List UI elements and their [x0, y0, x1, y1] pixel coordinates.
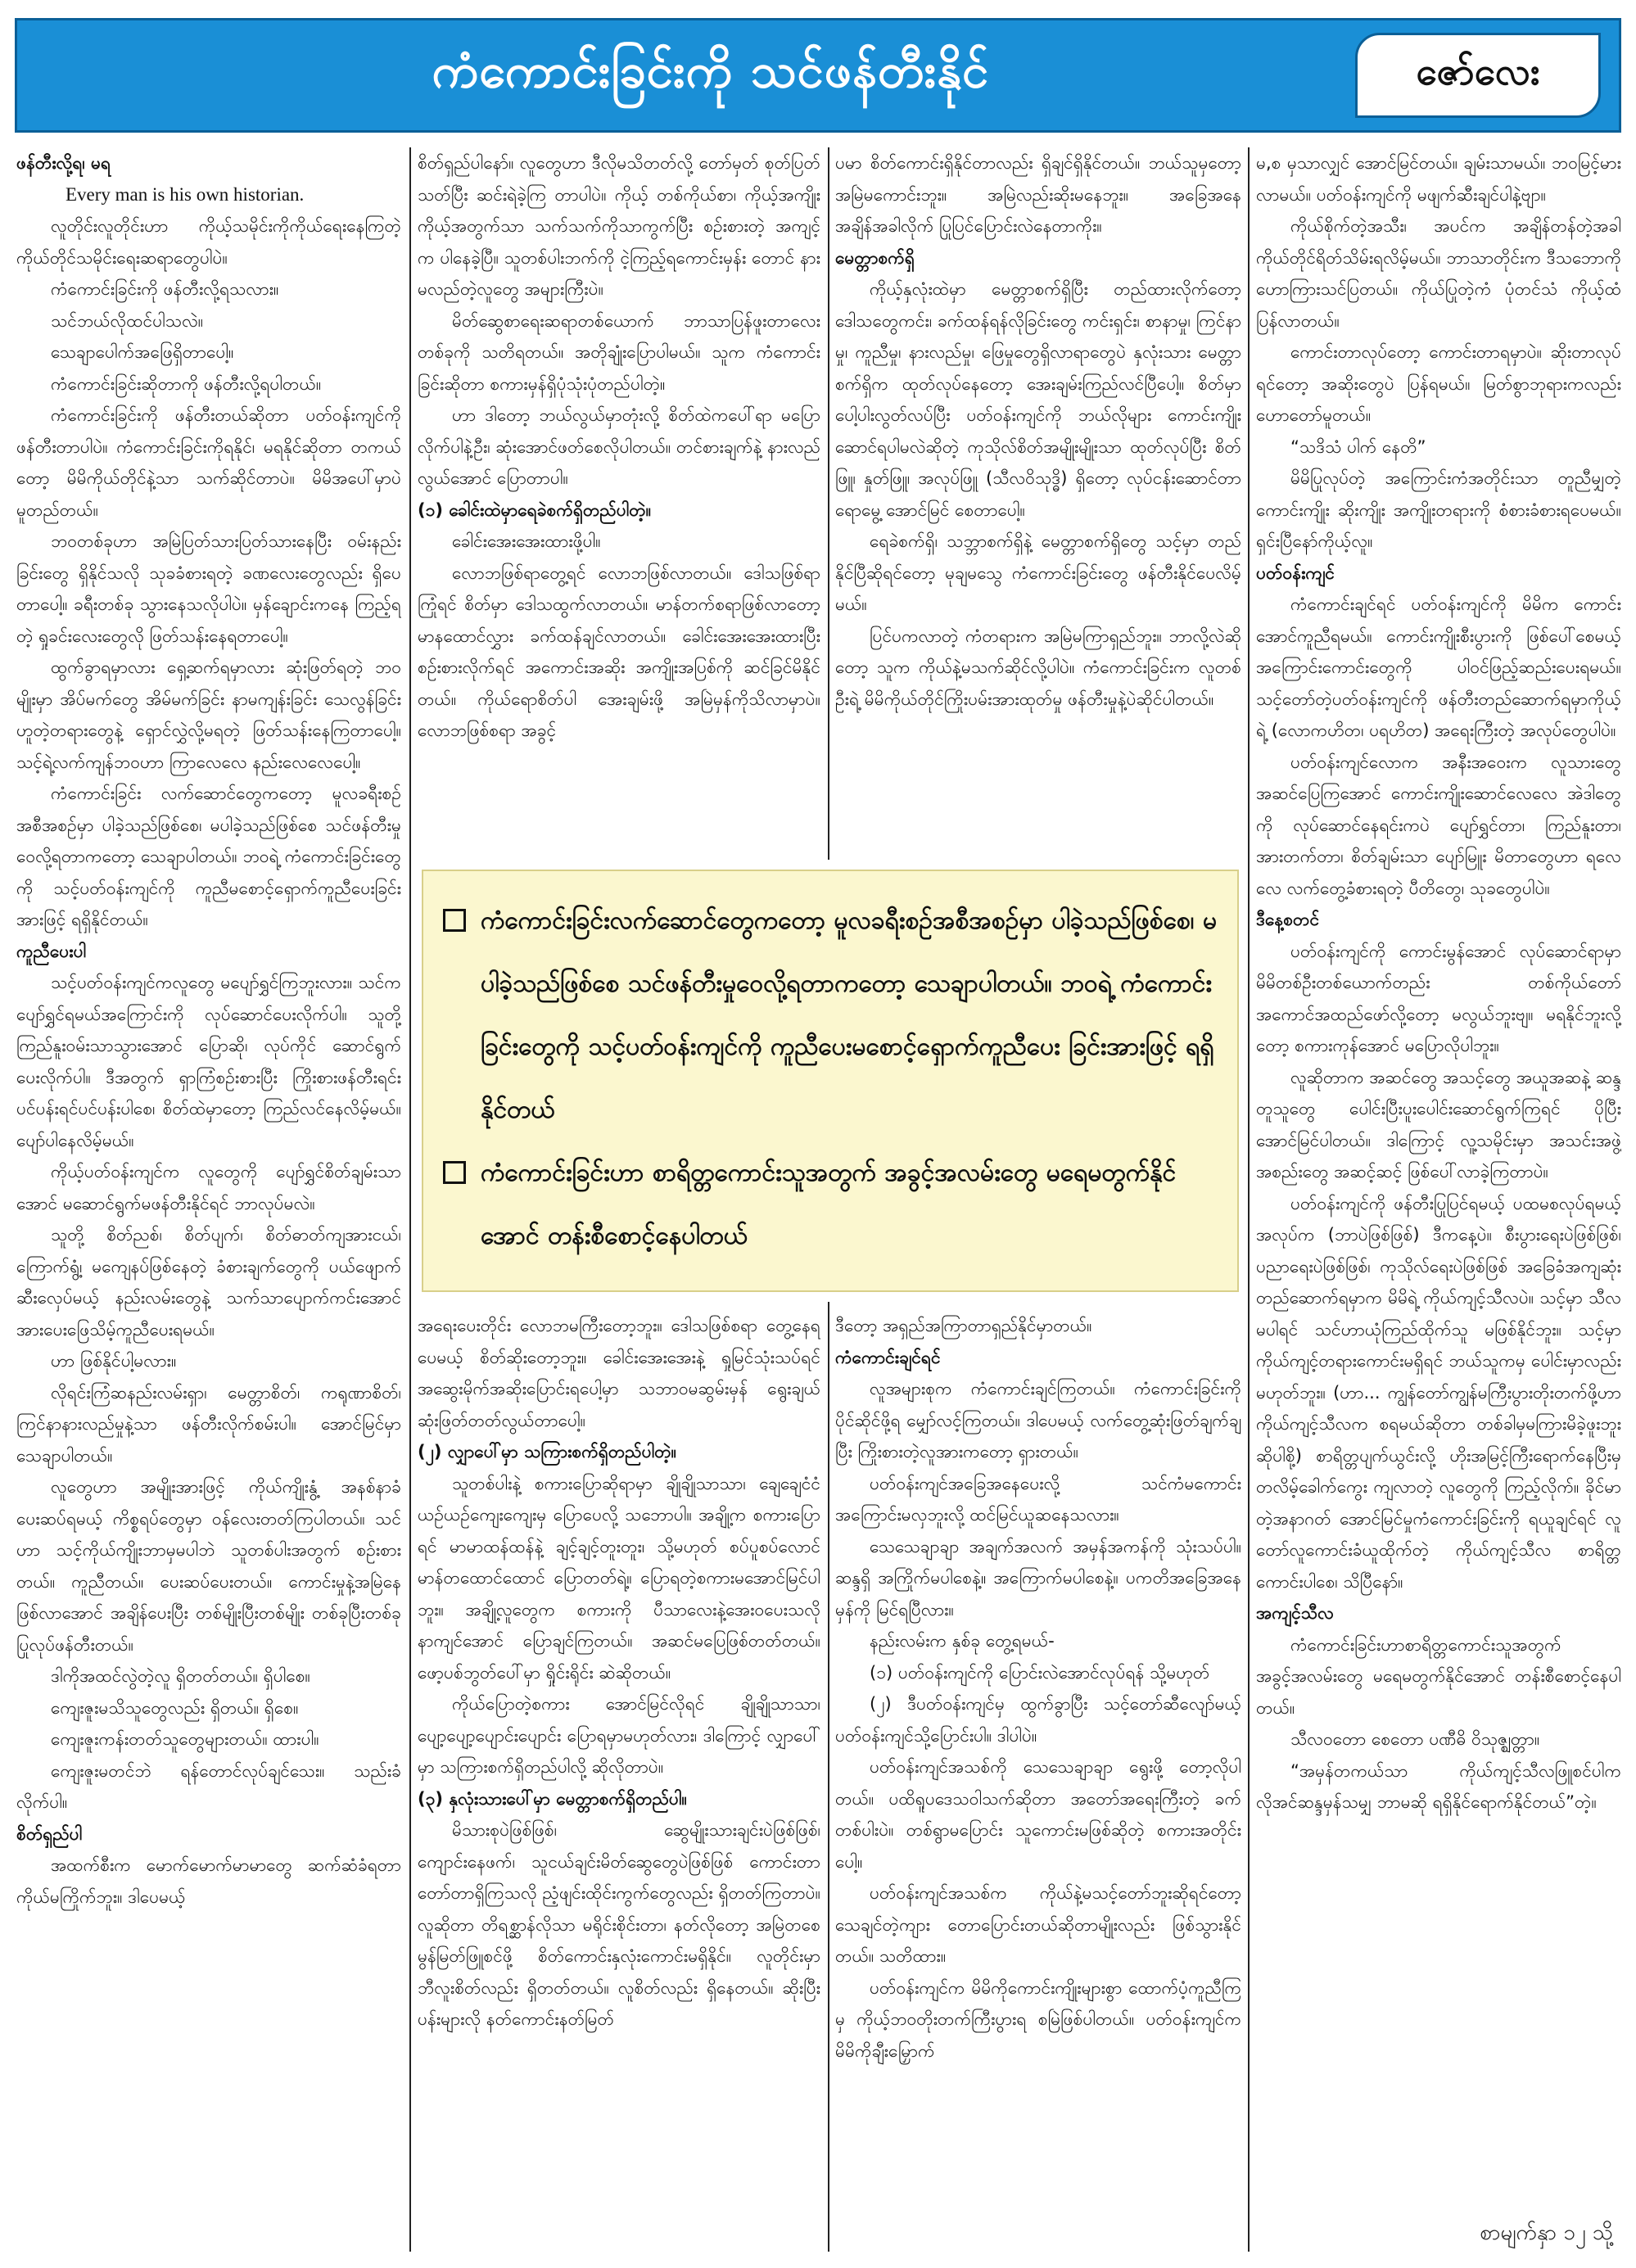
paragraph: ကံကောင်းခြင်းကို ဖန်တီးလို့ရသလား။ — [51, 279, 279, 299]
article-column-2-bottom — [418, 1310, 820, 2252]
section-heading: (၂) လျှာပေါ်မှာ သကြားစက်ရှိတည်ပါတဲ့။ — [418, 1442, 677, 1462]
paragraph: သင်ဘယ်လိုထင်ပါသလဲ။ — [51, 310, 204, 331]
section-heading: ဖန်တီးလို့ရ၊ မရ — [16, 153, 111, 173]
paragraph: ကိုယ်စိုက်တဲ့အသီး၊ အပင်က အချိန်တန်တဲ့အခါ ကိုယ်တိုင်ရိတ်သိမ်းရလိမ့်မယ်။ ဘာသာတိုင်းက ဒီသဘောကို ဟောကြားသင်ပြတယ်။ ကိုယ်ပြုတဲ့ကံ ပုံတင်သံ ကိုယ့်ထံပြန်လာတယ်။ — [1256, 216, 1621, 331]
paragraph: ဟာ ဖြစ်နိုင်ပါ့မလား။ — [51, 1351, 177, 1371]
article-column-3-top — [835, 147, 1241, 868]
article-column-1 — [16, 147, 401, 2252]
section-heading: မေတ္တာစက်ရှိ — [835, 247, 915, 268]
column-divider — [828, 1302, 829, 2252]
paragraph: ကိုယ့်ပတ်ဝန်းကျင်က လူတွေကို ပျော်ရွှင်စိတ်ချမ်းသာအောင် မဆောင်ရွက်မဖန်တီးနိုင်ရင် ဘာလုပ်မလဲ။ — [16, 1162, 401, 1213]
pull-quote-item — [440, 1141, 1218, 1267]
paragraph: ပတ်ဝန်းကျင်အခြေအနေပေးလို့ သင်ကံမကောင်း အကြောင်းမလှဘူးလို့ ထင်မြင်ယူဆနေသလား။ — [835, 1473, 1241, 1525]
paragraph: ကျေးဇူးမသိသူတွေလည်း ရှိတယ်။ ရှိစေ။ — [51, 1697, 299, 1718]
paragraph: စိတ်ရှည်ပါနော်။ လူတွေဟာ ဒီလိုမသိတတ်လို့ တော်မှတ် စုတ်ပြတ်သတ်ပြီး ဆင်းရဲခဲ့ကြ တာပါပဲ။ ကိုယ့် တစ်ကိုယ်စာ၊ ကိုယ့်အကျိုး ကိုယ့်အတွက်သာ သက်သက်ကိုသာကွက်ပြီး စဉ်းစားတဲ့ အကျင့်က ပါနေခဲ့ပြီ။ သူတစ်ပါးဘက်ကို ငဲ့ကြည့်ရကောင်းမှန်း တောင် နားမလည်တဲ့လူတွေ အများကြီးပဲ။ — [418, 153, 820, 299]
section-heading: (၁) ခေါင်းထဲမှာရေခဲစက်ရှိတည်ပါတဲ့။ — [418, 499, 652, 520]
paragraph: ကိုယ့်နှလုံးထဲမှာ မေတ္တာစက်ရှိပြီး တည်ထားလိုက်တော့ ဒေါသတွေကင်း၊ ခက်ထန်ရန်လိုခြင်းတွေ ကင်းရှင်း၊ စာနာမှု၊ ကြင်နာမှု၊ ကူညီမှု၊ နားလည်မှု၊ ဖြေမှုတွေရှိလာရာတွေပဲ နှလုံးသား မေတ္တာစက်ရှိက ထုတ်လုပ်နေတော့ အေးချမ်းကြည်လင်ပြီပေါ့။ စိတ်မှာ ပေါ့ပါးလွတ်လပ်ပြီး ပတ်ဝန်းကျင်ကို ဘယ်လိုများ ကောင်းကျိုးဆောင်ရပါမလဲဆိုတဲ့ ကုသိုလ်စိတ်အမျိုးမျိုးသာ ထုတ်လုပ်ပြီး စိတ်ဖြူ၊ နှုတ်ဖြူ၊ အလုပ်ဖြူ (သီလဝိသုဒ္ဓိ) ရှိတော့ လုပ်ငန်းဆောင်တာရောမွေ့ အောင်မြင် စေတာပေါ့။ — [835, 279, 1241, 520]
continued-on-page-label: စာမျက်နှာ ၁၂ သို့ — [1480, 2221, 1613, 2245]
paragraph: အရေးပေးတိုင်း လောဘမကြီးတော့ဘူး။ ဒေါသဖြစ်စရာ တွေ့နေရပေမယ့် စိတ်ဆိုးတော့ဘူး။ ခေါင်းအေးအေးနဲ့ ရှုမြင်သုံးသပ်ရင် အဆွေးမိုက်အဆိုးပြောင်းရပေါ့မှာ သဘာဝမဆွမ်းမှန် ရွေးချယ်ဆုံးဖြတ်တတ်လွယ်တာပေါ့။ — [418, 1316, 820, 1430]
paragraph: ပတ်ဝန်းကျင်အသစ်က ကိုယ်နဲ့မသင့်တော်ဘူးဆိုရင်တော့ သေချင်တဲ့ကျား တောပြောင်းတယ်ဆိုတာမျိုးလည်း ဖြစ်သွားနိုင်တယ်။ သတိထား။ — [835, 1883, 1241, 1966]
section-heading: ကံကောင်းချင်ရင် — [835, 1347, 941, 1367]
article-column-3-bottom — [835, 1310, 1241, 2252]
quote-line: “သဒိသံ ပါက် နေတိ” — [1290, 436, 1426, 457]
paragraph: ခေါင်းအေးအေးထားဖို့ပါ။ — [452, 531, 601, 551]
title-banner — [15, 18, 1621, 133]
paragraph: အထက်စီးက မောက်မောက်မာမာတွေ ဆက်ဆံခံရတာကိုယ်မကြိုက်ဘူး။ ဒါပေမယ့် — [16, 1855, 401, 1907]
paragraph: ကံကောင်းခြင်းဆိုတာကို ဖန်တီးလို့ရပါတယ်။ — [51, 373, 322, 394]
checkbox-square-icon — [443, 1161, 466, 1184]
article-column-2-top — [418, 147, 820, 868]
pull-quote-box — [422, 870, 1239, 1292]
paragraph: မ,စ မှသာလျှင် အောင်မြင်တယ်။ ချမ်းသာမယ်။ ဘဝမြင့်မားလာမယ်။ ပတ်ဝန်းကျင်ကို မဖျက်ဆီးချင်ပါနဲ့ဗျာ။ — [1256, 153, 1621, 205]
paragraph: ကံကောင်းခြင်းဟာစာရိတ္တကောင်းသူအတွက် အခွင့်အလမ်းတွေ မရေမတွက်နိုင်အောင် တန်းစီစောင့်နေပါတယ်။ — [1256, 1634, 1621, 1718]
paragraph: နည်းလမ်းက နှစ်ခု တွေ့ရမယ်- — [870, 1631, 1055, 1651]
article-column-4 — [1256, 147, 1621, 2194]
paragraph: ပမာ စိတ်ကောင်းရှိနိုင်တာလည်း ရှိချင်ရှိနိုင်တယ်။ ဘယ်သူမှတော့ အမြဲမကောင်းဘူး။ အမြဲလည်းဆိုးမနေဘူး။ အခြေအနေ အချိန်အခါလိုက် ပြုပြင်ပြောင်းလဲနေတာကိုး။ — [835, 153, 1241, 236]
section-heading: စိတ်ရှည်ပါ — [16, 1823, 83, 1844]
paragraph: ဘဝတစ်ခုဟာ အမြဲပြတ်သားပြတ်သားနေပြီး ဝမ်းနည်းခြင်းတွေ ရှိနိုင်သလို သုခခံစားရတဲ့ ခဏလေးတွေလည်း ရှိပေတာပေါ့။ ခရီးတစ်ခု သွားနေသလိုပါပဲ။ မှန်ချောင်းကနေ ကြည့်ရတဲ့ ရှုခင်းလေးတွေလို ဖြတ်သန်းနေရတာပေါ့။ — [16, 531, 401, 646]
column-divider — [828, 147, 829, 860]
paragraph: ကျေးဇူးကန်းတတ်သူတွေများတယ်။ ထားပါ။ — [51, 1729, 319, 1749]
paragraph: ပြင်ပကလာတဲ့ ကံတရားက အမြဲမကြာရှည်ဘူး။ ဘာလို့လဲဆိုတော့ သူက ကိုယ်နဲ့မသက်ဆိုင်လို့ပါပဲ။ ကံကောင်းခြင်းက လူတစ်ဦးရဲ့ မိမိကိုယ်တိုင်ကြိုးပမ်းအားထုတ်မှု ဖန်တီးမှုနဲ့ပဲဆိုင်ပါတယ်။ — [835, 626, 1241, 709]
paragraph: ကံကောင်းခြင်း လက်ဆောင်တွေကတော့ မူလခရီးစဉ်အစီအစဉ်မှာ ပါခဲ့သည်ဖြစ်စေ၊ မပါခဲ့သည်ဖြစ်စေ သင်ဖန်တီးမှုဝေလို့ရတာကတော့ သေချာပါတယ်။ ဘဝရဲ့ ကံကောင်းခြင်းတွေကို သင့်ပတ်ဝန်းကျင်ကို ကူညီမစောင့်ရှောက်ကူညီပေးခြင်းအားဖြင့် ရရှိနိုင်တယ်။ — [16, 784, 401, 929]
paragraph: ဒါကိုအထင်လွဲတဲ့လူ ရှိတတ်တယ်။ ရှိပါစေ။ — [51, 1666, 310, 1686]
column-divider — [409, 147, 411, 2252]
pull-quote-item — [440, 889, 1218, 1141]
paragraph: ပတ်ဝန်းကျင်ကို ကောင်းမွန်အောင် လုပ်ဆောင်ရာမှာ မိမိတစ်ဦးတစ်ယောက်တည်း တစ်ကိုယ်တော် အကောင်အထည်ဖော်လို့တော့ မလွယ်ဘူးဗျ။ မရနိုင်ဘူးလို့တော့ စကားကုန်အောင် မပြောလိုပါဘူး။ — [1256, 941, 1621, 1055]
quote-line: သီလဝတော စေတော ပဏီဓိ ဝိသုဇ္ဈတ္တာ။ — [1290, 1729, 1540, 1749]
quote-line: “အမှန်တကယ်သာ ကိုယ်ကျင့်သီလဖြူစင်ပါက လိုအင်ဆန္ဒမှန်သမျှ ဘာမဆို ရရှိနိုင်ရောက်နိုင်တယ်”တဲ့။ — [1256, 1760, 1621, 1812]
paragraph: ပတ်ဝန်းကျင်အသစ်ကို သေသေချာချာ ရွေးဖို့ တော့လိုပါတယ်။ ပထိရူပဒေသဝါသက်ဆိုတာ အတော်အရေးကြီးတဲ့ ခက်တစ်ပါးပဲ။ တစ်ရွာမပြောင်း သူကောင်းမဖြစ်ဆိုတဲ့ စကားအတိုင်းပေါ့။ — [835, 1757, 1241, 1872]
paragraph: သေသေချာချာ အချက်အလက် အမှန်အကန်ကို သုံးသပ်ပါ။ ဆန္ဒရှိ အကြိုက်မပါစေနဲ့။ အကြောက်မပါစေနဲ့။ ပကတိအခြေအနေမှန်ကို မြင်ရပြီလား။ — [835, 1536, 1241, 1620]
paragraph: လူအများစုက ကံကောင်းချင်ကြတယ်။ ကံကောင်းခြင်းကို ပိုင်ဆိုင်ဖို့ရ မျှော်လင့်ကြတယ်။ ဒါပေမယ့် လက်တွေ့ဆုံးဖြတ်ချက်ချပြီး ကြိုးစားတဲ့လူအားကတော့ ရှားတယ်။ — [835, 1379, 1241, 1462]
paragraph: မိသားစုပဲဖြစ်ဖြစ်၊ ဆွေမျိုးသားချင်းပဲဖြစ်ဖြစ်၊ ကျောင်းနေဖက်၊ သူငယ်ချင်းမိတ်ဆွေတွေပဲဖြစ်ဖြစ် ကောင်းတာတော်တာရှိကြသလို ညံ့ဖျင်းထိုင်းကွက်တွေလည်း ရှိတတ်ကြတာပဲ။ လူဆိုတာ တိရစ္ဆာန်လိုသာ မရိုင်းစိုင်းတာ၊ နတ်လိုတော့ အမြဲတစေမွန်မြတ်ဖြူစင်ဖို့ စိတ်ကောင်းနှလုံးကောင်းမရှိနိုင်။ လူတိုင်းမှာ ဘီလူးစိတ်လည်း ရှိတတ်တယ်။ လူစိတ်လည်း ရှိနေတယ်။ ဆိုးပြီးပန်းများလို နတ်ကောင်းနတ်မြတ် — [418, 1820, 820, 2029]
paragraph: သူတို့ စိတ်ညစ်၊ စိတ်ပျက်၊ စိတ်ဓာတ်ကျအားငယ်၊ ကြောက်ရွံ့၊ မကျေနပ်ဖြစ်နေတဲ့ ခံစားချက်တွေကို ပယ်ဖျောက်ဆီးလှေပ်မယ့် နည်းလမ်းတွေနဲ့ သက်သာပျောက်ကင်းအောင် အားပေးဖြေသိမ့်ကူညီပေးရမယ်။ — [16, 1225, 401, 1340]
paragraph: လူတိုင်းလူတိုင်းဟာ ကိုယ့်သမိုင်းကိုကိုယ်ရေးနေကြတဲ့ ကိုယ်တိုင်သမိုင်းရေးဆရာတွေပါပဲ။ — [16, 216, 401, 268]
paragraph: ဒီတော့ အရှည်အကြာတာရှည်နိုင်မှာတယ်။ — [835, 1316, 1092, 1335]
paragraph: ကျေးဇူးမတင်ဘဲ ရန်တောင်လုပ်ချင်သေး။ သည်းခံလိုက်ပါ။ — [16, 1760, 401, 1812]
paragraph: မိမိပြုလုပ်တဲ့ အကြောင်းကံအတိုင်းသာ တူညီမျှတဲ့ ကောင်းကျိုး ဆိုးကျိုး အကျိုးတရားကို စံစားခံစားရပေမယ်။ ရှင်းပြီနော်ကိုယ့်လူ။ — [1256, 468, 1621, 551]
pull-quote-text: ကံကောင်းခြင်းဟာ စာရိတ္တကောင်းသူအတွက် အခွင့်အလမ်းတွေ မရေမတွက်နိုင် အောင် တန်းစီစောင့်နေပါတယ် — [481, 1159, 1177, 1250]
paragraph: ထွက်ခွာရမှာလား ရှေ့ဆက်ရမှာလား ဆုံးဖြတ်ရတဲ့ ဘဝမျိုးမှာ အိပ်မက်တွေ အိမ်မက်ခြင်း နာမကျန်းခြင်း သေလွန်ခြင်း ဟူတဲ့တရားတွေနဲ့ ရှောင်လွှဲလို့မရတဲ့ ဖြတ်သန်းနေကြတာပေါ့။ သင့်ရဲ့လက်ကျန်ဘဝဟာ ကြာလေလေ နည်းလေလေပေါ့။ — [16, 657, 401, 772]
paragraph: သင့်ပတ်ဝန်းကျင်ကလူတွေ မပျော်ရွှင်ကြဘူးလား။ သင်ကပျော်ရွှင်ရမယ်အကြောင်းကို လုပ်ဆောင်ပေးလိုက်ပါ။ သူတို့ ကြည်နူးဝမ်းသာသွားအောင် ပြောဆို၊ လုပ်ကိုင် ဆောင်ရွက်ပေးလိုက်ပါ။ ဒီအတွက် ရှာကြံစဉ်းစားပြီး ကြိုးစားဖန်တီးရင်း ပင်ပန်းရင်ပင်ပန်းပါစေ၊ စိတ်ထဲမှာတော့ ကြည်လင်နေလိမ့်မယ်။ ပျော်ပါနေလိမ့်မယ်။ — [16, 973, 401, 1150]
paragraph: လူတွေဟာ အမျိုးအားဖြင့် ကိုယ်ကျိုးနွံ့ အနစ်နာခံ ပေးဆပ်ရမယ့် ကိစ္စရပ်တွေမှာ ဝန်လေးတတ်ကြပါတယ်။ သင်ဟာ သင့်ကိုယ်ကျိုးဘာမှမပါဘဲ သူတစ်ပါးအတွက် စဉ်းစားတယ်။ ကူညီတယ်။ ပေးဆပ်ပေးတယ်။ ကောင်းမှုနဲ့အမြဲနေဖြစ်လာအောင် အချိန်ပေးပြီး တစ်မျိုးပြီးတစ်မျိုး တစ်ခုပြီးတစ်ခု ပြုလုပ်ဖန်တီးတယ်။ — [16, 1477, 401, 1655]
list-item: (၂) ဒီပတ်ဝန်းကျင်မှ ထွက်ခွာပြီး သင့်တော်ဆီလျော်မယ့် ပတ်ဝန်းကျင်သို့ပြောင်းပါ။ ဒါပါပဲ။ — [835, 1694, 1241, 1746]
section-heading: ဒီနေ့စတင် — [1256, 910, 1320, 929]
paragraph: သူတစ်ပါးနဲ့ စကားပြောဆိုရာမှာ ချိုချိုသာသာ၊ ချေချေငံငံ ယဉ်ယဉ်ကျေးကျေးမှ ပြောပေလို့ သဘောပါ။ အချို့က စကားပြောရင် မာမာထန်ထန်နဲ့ ချင့်ချင့်တူးတူး၊ သို့မဟုတ် စပ်ပူစပ်လောင် မာန်တထောင်ထောင် ပြောတတ်ရဲ့။ ပြောရတဲ့စကားမအောင်မြင်ပါဘူး။ အချို့လူတွေက စကားကို ပီသာလေးနဲ့အေးဝပေးသလို နာကျင်အောင် ပြောချင်ကြတယ်။ အဆင်မပြေဖြစ်တတ်တယ်။ ဖော့ပစ်ဘွတ်ပေါ်မှာ ရှိုင်းရိုင်း ဆဲဆိုတယ်။ — [418, 1473, 820, 1683]
paragraph: လူဆိုတာက အဆင်တွေ အသင့်တွေ အယူအဆနဲ့ ဆန္ဒတူသူတွေ ပေါင်းပြီးပူးပေါင်းဆောင်ရွက်ကြရင် ပိုပြီးအောင်မြင်ပါတယ်။ ဒါကြောင့် လူ့သမိုင်းမှာ အသင်းအဖွဲ့ အစည်းတွေ အဆင့်ဆင့် ဖြစ်ပေါ်လာခဲ့ကြတာပဲ။ — [1256, 1067, 1621, 1181]
paragraph: ရေခဲစက်ရှိ၊ သဘ္ဘာစက်ရှိနဲ့ မေတ္တာစက်ရှိတွေ သင့်မှာ တည်နိုင်ပြီဆိုရင်တော့ မုချမသွေ ကံကောင်းခြင်းတွေ ဖန်တီးနိုင်ပေလိမ့်မယ်။ — [835, 531, 1241, 614]
section-heading: ကူညီပေးပါ — [16, 941, 87, 961]
paragraph: လောဘဖြစ်ရာတွေ့ရင် လောဘဖြစ်လာတယ်။ ဒေါသဖြစ်ရာကြုံရင် စိတ်မှာ ဒေါသထွက်လာတယ်။ မာန်တက်စရာဖြစ်လာတော့ မာနထောင်လွှား ခက်ထန်ချင်လာတယ်။ ခေါင်းအေးအေးထားပြီး စဉ်းစားလိုက်ရင် အကောင်းအဆိုး အကျိုးအပြစ်ကို ဆင်ခြင်မိနိုင်တယ်။ ကိုယ်ရောစိတ်ပါ အေးချမ်းဖို့ အမြဲမှန်ကိုသိလာမှာပဲ။ လောဘဖြစ်စရာ အခွင့် — [418, 562, 820, 740]
paragraph: မိတ်ဆွေစာရေးဆရာတစ်ယောက် ဘာသာပြန်ဖူးတာလေးတစ်ခုကို သတိရတယ်။ အတိုချုံးပြောပါမယ်။ သူက ကံကောင်းခြင်းဆိုတာ စကားမှန်ရှိပုံသုံးပုံတည်ပါတဲ့။ — [418, 310, 820, 394]
paragraph: ပတ်ဝန်းကျင်လောက အနီးအဝေးက လူသားတွေ အဆင်ပြေကြအောင် ကောင်းကျိုးဆောင်လေလေ အဲဒါတွေကို လုပ်ဆောင်နေရင်းကပဲ ပျော်ရွှင်တာ၊ ကြည်နူးတာ၊ အားတက်တာ၊ စိတ်ချမ်းသာ ပျော်မြူး မိတာတွေဟာ ရလေလေ လက်တွေ့ခံစားရတဲ့ ပီတိတွေ၊ သုခတွေပါပဲ။ — [1256, 752, 1621, 898]
author-label: ဇော်လေး — [1355, 33, 1601, 118]
pull-quote-text: ကံကောင်းခြင်းလက်ဆောင်တွေကတော့ မူလခရီးစဉ်အစီအစဉ်မှာ ပါခဲ့သည်ဖြစ်စေ၊ မပါခဲ့သည်ဖြစ်စေ သင်ဖန်တီးမှုဝေလို့ရတာကတော့ သေချာပါတယ်။ ဘဝရဲ့ ကံကောင်းခြင်းတွေကို သင့်ပတ်ဝန်းကျင်ကို ကူညီပေးမစောင့်ရှောက်ကူညီပေး ခြင်းအားဖြင့် ရရှိနိုင်တယ် — [481, 906, 1218, 1124]
section-heading: (၃) နှလုံးသားပေါ်မှာ မေတ္တာစက်ရှိတည်ပါ။ — [418, 1788, 687, 1809]
paragraph: ပတ်ဝန်းကျင်ကို ဖန်တီးပြုပြင်ရမယ့် ပထမစလုပ်ရမယ့်အလုပ်က (ဘာပဲဖြစ်ဖြစ်) ဒီကနေ့ပဲ။ စီးပွားရေးပဲဖြစ်ဖြစ်၊ ပညာရေးပဲဖြစ်ဖြစ်၊ ကုသိုလ်ရေးပဲဖြစ်ဖြစ် အခြေခံအကျဆုံး တည်ဆောက်ရမှာက မိမိရဲ့ ကိုယ်ကျင့်သီလပဲ။ သင့်မှာ သီလမပါရင် သင်ဟာယုံကြည်ထိုက်သူ မဖြစ်နိုင်ဘူး။ သင့်မှာ ကိုယ်ကျင့်တရားကောင်းမရှိရင် ဘယ်သူကမှ ပေါင်းမှာလည်း မဟုတ်ဘူး။ (ဟာ... ကျွန်တော်ကျွန်မကြီးပွားတိုးတက်ဖို့ဟာ ကိုယ်ကျင့်သီလက စရမယ်ဆိုတာ တစ်ခါမှမကြားမိခဲ့ဖူးဘူး ဆိုပါစို့) စာရိတ္တပျက်ယွင်းလို့ ဟိုးအမြင့်ကြီးရောက်နေပြီးမှ တလိမ့်ခေါက်ကွေး ကျလာတဲ့ လူတွေကို ကြည့်လိုက်။ ခိုင်မာတဲ့အနာဂတ် အောင်မြင်မှုကံကောင်းခြင်းကို ရယူချင်ရင် လူတော်လူကောင်းခံယူထိုက်တဲ့ ကိုယ်ကျင့်သီလ စာရိတ္တကောင်းပါစေ၊ သိပြီနော်။ — [1256, 1193, 1621, 1592]
section-heading: ပတ်ဝန်းကျင် — [1256, 562, 1335, 583]
list-item: (၁) ပတ်ဝန်းကျင်ကို ပြောင်းလဲအောင်လုပ်ရန် သို့မဟုတ် — [870, 1662, 1210, 1683]
checkbox-square-icon — [443, 909, 466, 932]
paragraph: ပတ်ဝန်းကျင်က မိမိကိုကောင်းကျိုးများစွာ ထောက်ပံ့ကူညီကြမှ ကိုယ့်ဘဝတိုးတက်ကြီးပွားရ စမြဲဖြစ်ပါတယ်။ ပတ်ဝန်းကျင်က မိမိကိုချီးမြှောက် — [835, 1977, 1241, 2061]
column-divider — [1248, 147, 1250, 2252]
article-title: ကံကောင်းခြင်းကို သင်ဖန်တီးနိုင် — [432, 42, 990, 98]
paragraph: ဟာ ဒါတော့ ဘယ်လွယ်မှာတုံးလို့ စိတ်ထဲကပေါ်ရာ မပြောလိုက်ပါနဲ့ဦး၊ ဆုံးအောင်ဖတ်စေလိုပါတယ်။ တင်စားချက်နဲ့ နားလည်လွယ်အောင် ပြောတာပါ။ — [418, 405, 820, 488]
paragraph: သေချာပေါက်အဖြေရှိတာပေါ့။ — [51, 342, 234, 362]
section-heading: အကျင့်သီလ — [1256, 1603, 1334, 1623]
paragraph: ကံကောင်းခြင်းကို ဖန်တီးတယ်ဆိုတာ ပတ်ဝန်းကျင်ကို ဖန်တီးတာပါပဲ။ ကံကောင်းခြင်းကိုရနိုင်၊ မရနိုင်ဆိုတာ တကယ်တော့ မိမိကိုယ်တိုင်နဲ့သာ သက်ဆိုင်တာပဲ။ မိမိအပေါ်မှာပဲ မူတည်တယ်။ — [16, 405, 401, 520]
paragraph: ကိုယ်ပြောတဲ့စကား အောင်မြင်လိုရင် ချိုချိုသာသာ၊ ပျော့ပျော့ပျောင်းပျောင်း ပြောရမှာမဟုတ်လား၊ ဒါကြောင့် လျှာပေါ်မှာ သကြားစက်ရှိတည်ပါလို့ ဆိုလိုတာပဲ။ — [418, 1694, 820, 1777]
paragraph: ကောင်းတာလုပ်တော့ ကောင်းတာရမှာပဲ။ ဆိုးတာလုပ်ရင်တော့ အဆိုးတွေပဲ ပြန်ရမယ်။ မြတ်စွာဘုရားကလည်း ဟောတော်မူတယ်။ — [1256, 342, 1621, 425]
epigraph: Every man is his own historian. — [66, 183, 305, 205]
paragraph: ကံကောင်းချင်ရင် ပတ်ဝန်းကျင်ကို မိမိက ကောင်းအောင်ကူညီရမယ်။ ကောင်းကျိုးစီးပွားကို ဖြစ်ပေါ်စေမယ့် အကြောင်းကောင်းတွေကို ပါဝင်ဖြည့်ဆည်းပေးရမယ်။ သင့်တော်တဲ့ပတ်ဝန်းကျင်ကို ဖန်တီးတည်ဆောက်ရမှာကိုယ့်ရဲ့ (လောကဟိတ၊ ပရဟိတ) အရေးကြီးတဲ့ အလုပ်တွေပါပဲ။ — [1256, 594, 1621, 740]
paragraph: လိုရင်းကြံဆနည်းလမ်းရှာ၊ မေတ္တာစိတ်၊ ကရုဏာစိတ်၊ ကြင်နာနားလည်မှုနဲ့သာ ဖန်တီးလိုက်စမ်းပါ။ အောင်မြင်မှာသေချာပါတယ်။ — [16, 1382, 401, 1466]
